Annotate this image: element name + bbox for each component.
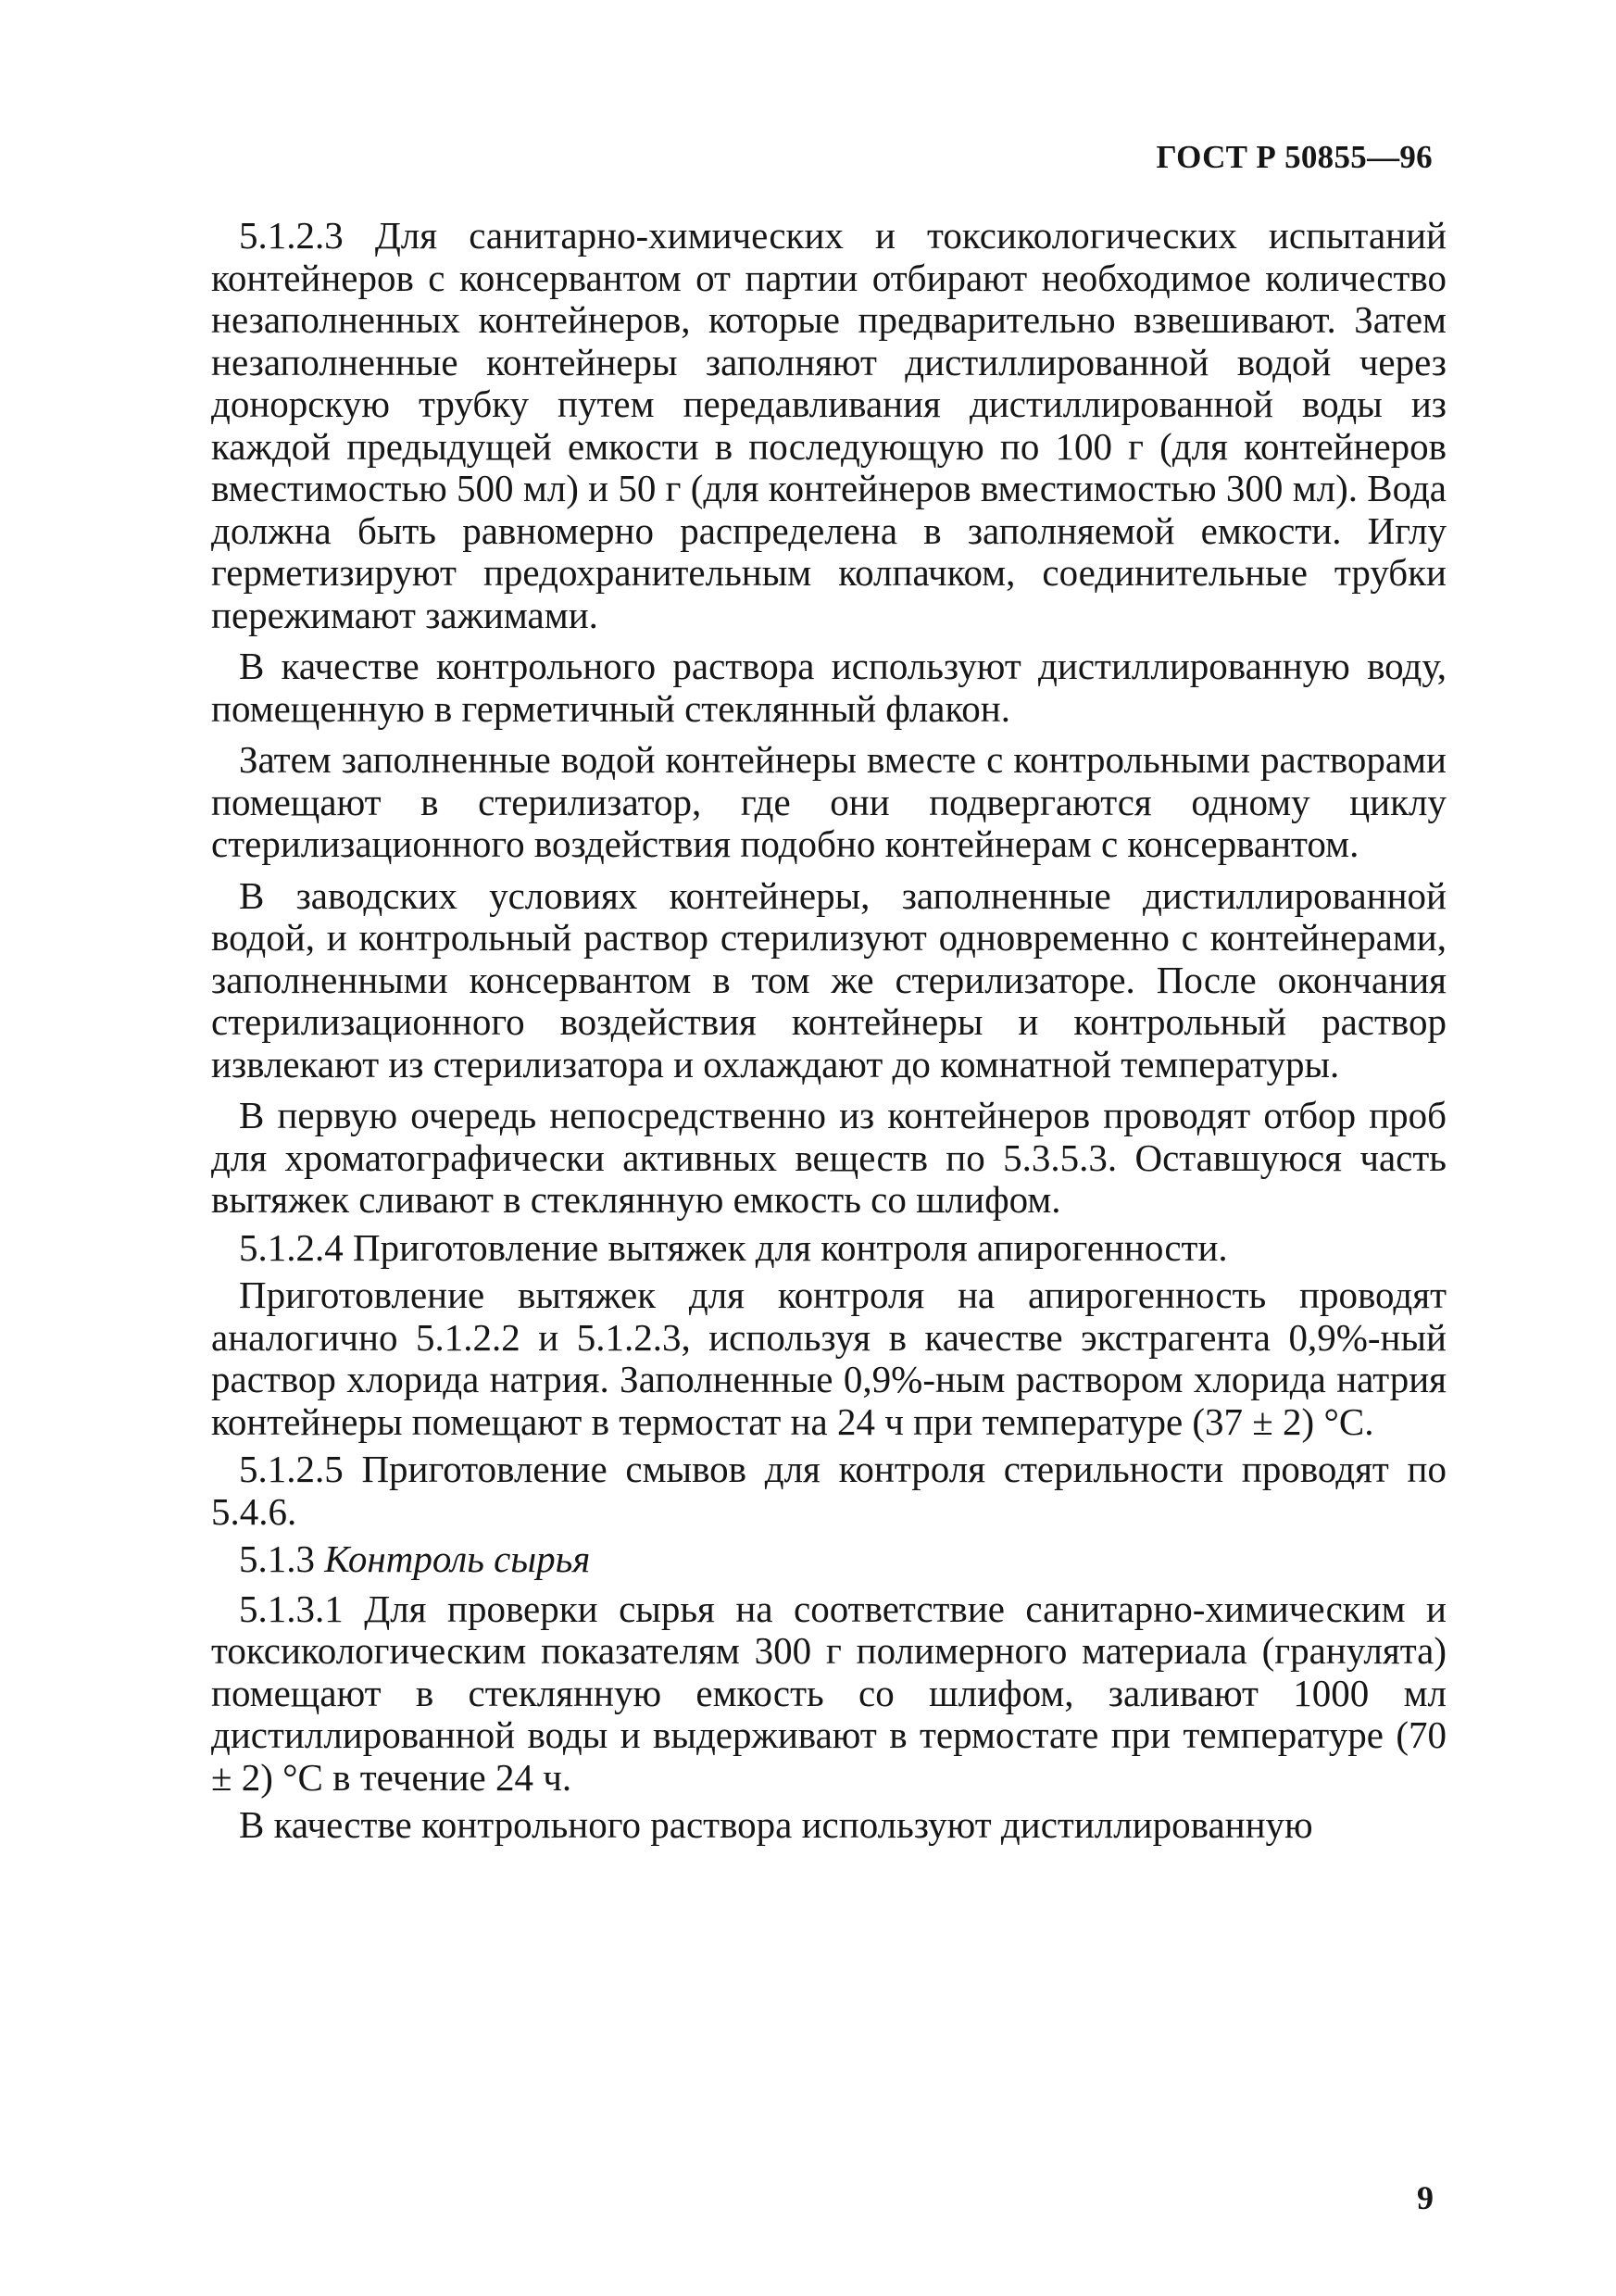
- section-number: 5.1.3: [239, 1537, 315, 1580]
- page-number: 9: [1417, 2179, 1434, 2216]
- paragraph-5-1-2-5: 5.1.2.5 Приготовление смывов для контроля стерильности проводят по 5.4.6.: [211, 1448, 1447, 1533]
- section-heading-5-1-3: [211, 1538, 1447, 1581]
- paragraph-5-1-2-3: 5.1.2.3 Для санитарно-химических и токсикологических испытаний контейнеров с консервантом от партии отбирают необходимое количество незаполненных контейнеров, которые предварительно взвешивают. Затем незаполненные контейнеры заполняют дистиллированной водой через донорскую трубку путем передавливания дистиллированной воды из каждой предыдущей емкости в последующую по 100 г (для контейнеров вместимостью 500 мл) и 50 г (для контейнеров вместимостью 300 мл). Вода должна быть равномерно распределена в заполняемой емкости. Иглу герметизируют предохранительным колпачком, соединительные трубки пережимают зажимами.: [211, 214, 1447, 636]
- paragraph-5-1-2-4: 5.1.2.4 Приготовление вытяжек для контроля апирогенности.: [239, 1225, 1228, 1269]
- document-body: [211, 215, 1447, 1856]
- paragraph-5-1-3-1: 5.1.3.1 Для проверки сырья на соответствие санитарно-химическим и токсикологическим показателям 300 г полимерного материала (гранулята) помещают в стеклянную емкость со шлифом, заливают 1000 мл дистиллированной воды и выдерживают в термостате при температуре (70 ± 2) °С в течение 24 ч.: [211, 1587, 1447, 1799]
- document-header-code: ГОСТ Р 50855—96: [1156, 139, 1433, 175]
- paragraph-sterilizer: Затем заполненные водой контейнеры вместе с контрольными растворами помещают в стерилизатор, где они подвергаются одному циклу стерилизационного воздействия подобно контейнерам с консервантом.: [211, 738, 1447, 865]
- paragraph-pyrogen-extracts: Приготовление вытяжек для контроля на апирогенность проводят аналогично 5.1.2.2 и 5.1.2.3, используя в качестве экстрагента 0,9%-ный раствор хлорида натрия. Заполненные 0,9%-ным раствором хлорида натрия контейнеры помещают в термостат на 24 ч при температуре (37 ± 2) °С.: [211, 1273, 1447, 1443]
- paragraph-control-solution: В качестве контрольного раствора используют дистиллированную воду, помещенную в герметичный стеклянный флакон.: [211, 645, 1447, 730]
- paragraph-factory-conditions: В заводских условиях контейнеры, заполненные дистиллированной водой, и контрольный раствор стерилизуют одновременно с контейнерами, заполненными консервантом в том же стерилизаторе. После окончания стерилизационного воздействия контейнеры и контрольный раствор извлекают из стерилизатора и охлаждают до комнатной температуры.: [211, 873, 1447, 1085]
- paragraph-sampling: В первую очередь непосредственно из контейнеров проводят отбор проб для хроматографически активных веществ по 5.3.5.3. Оставшуюся часть вытяжек сливают в стеклянную емкость со шлифом.: [211, 1094, 1447, 1221]
- paragraph-control-solution-continued: В качестве контрольного раствора используют дистиллированную: [239, 1803, 1313, 1846]
- section-title: Контроль сырья: [324, 1537, 591, 1580]
